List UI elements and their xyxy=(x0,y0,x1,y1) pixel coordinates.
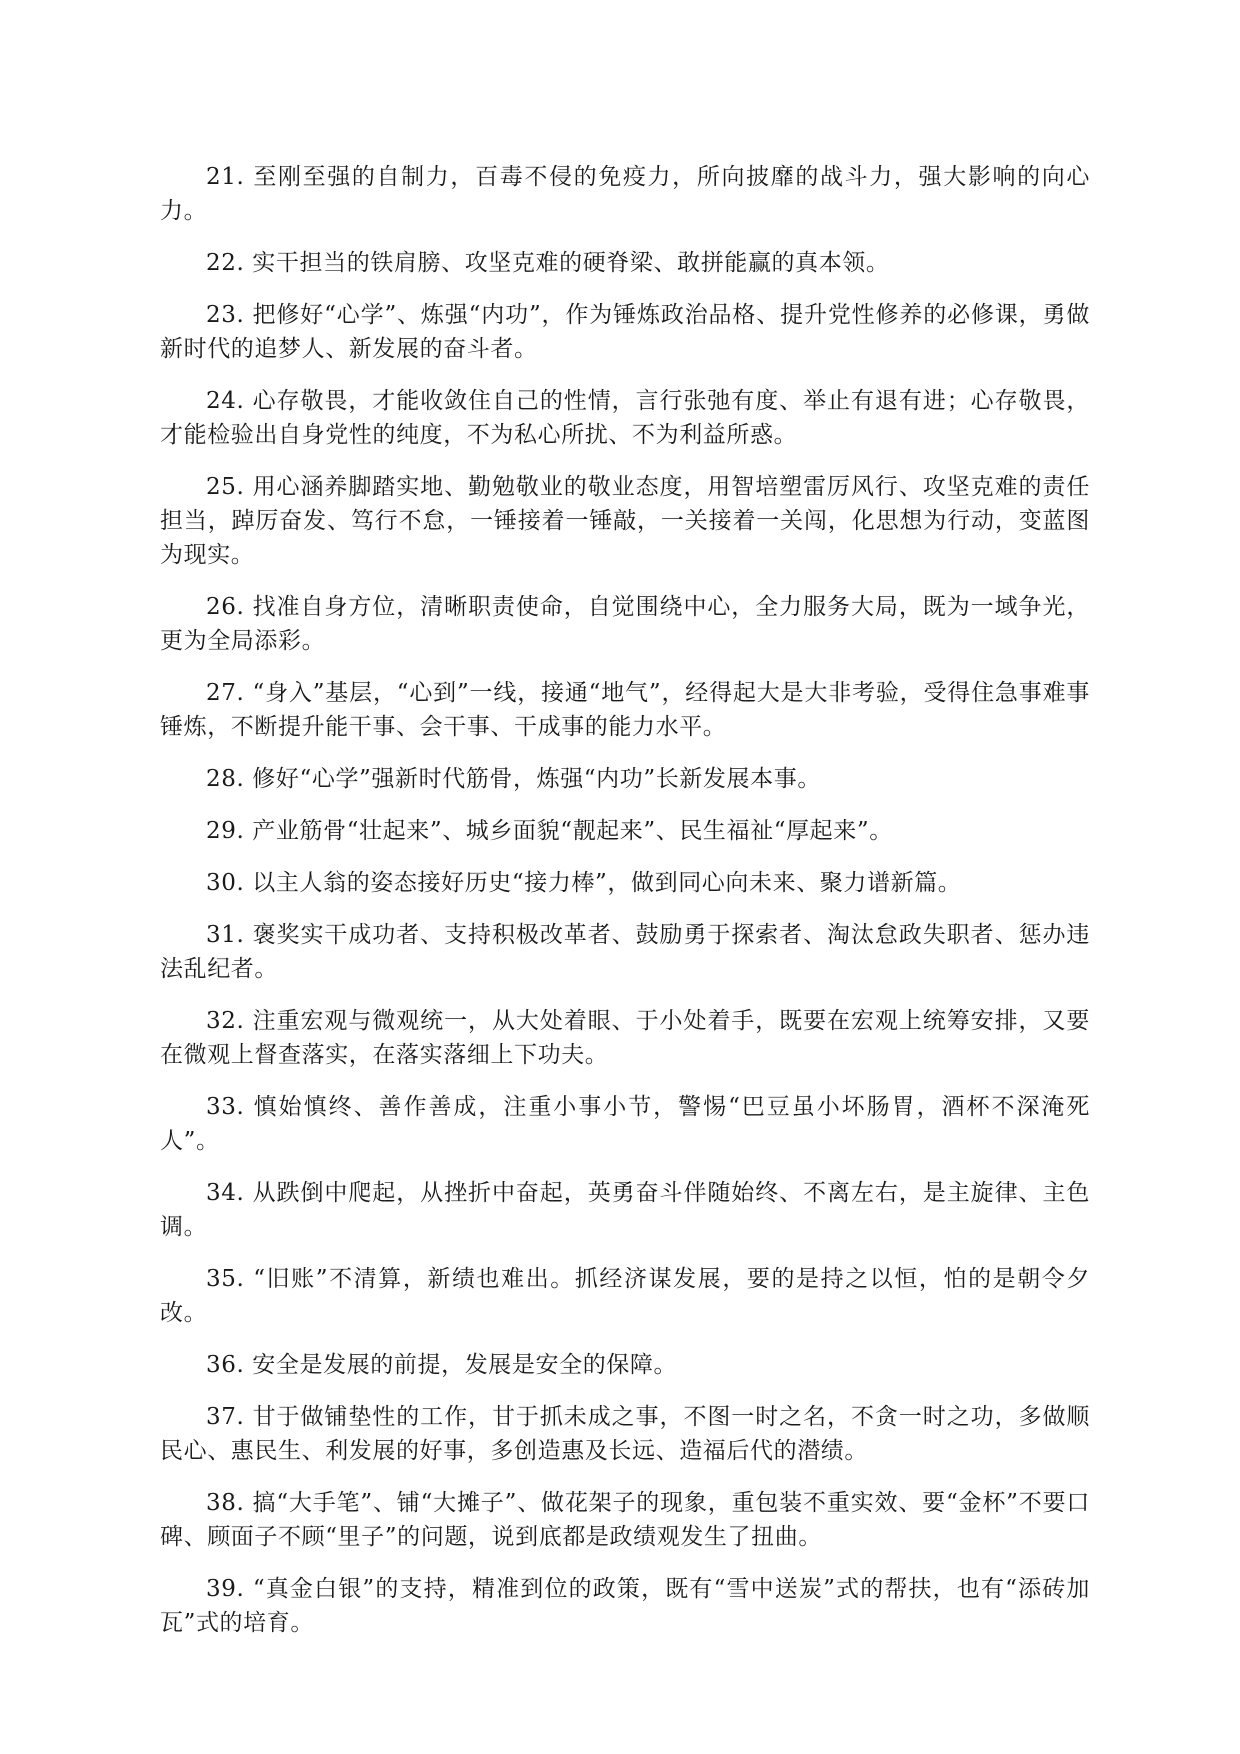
paragraph-30: 30. 以主人翁的姿态接好历史“接力棒”，做到同心向未来、聚力谱新篇。 xyxy=(206,870,962,896)
paragraph-36: 36. 安全是发展的前提，发展是安全的保障。 xyxy=(206,1352,678,1378)
paragraph-27: 27. “身入”基层，“心到”一线，接通“地气”，经得起大是大非考验，受得住急事难事锤炼，不断提升能干事、会干事、干成事的能力水平。 xyxy=(160,680,1090,740)
paragraph-26: 26. 找准自身方位，清晰职责使命，自觉围绕中心，全力服务大局，既为一域争光，更为全局添彩。 xyxy=(160,594,1090,654)
paragraph-33: 33. 慎始慎终、善作善成，注重小事小节，警惕“巴豆虽小坏肠胃，酒杯不深淹死人”。 xyxy=(160,1094,1090,1154)
paragraph-29: 29. 产业筋骨“壮起来”、城乡面貌“靓起来”、民生福祉“厚起来”。 xyxy=(206,818,893,844)
paragraph-32: 32. 注重宏观与微观统一，从大处着眼、于小处着手，既要在宏观上统筹安排，又要在微观上督查落实，在落实落细上下功夫。 xyxy=(160,1008,1090,1068)
paragraph-35: 35. “旧账”不清算，新绩也难出。抓经济谋发展，要的是持之以恒，怕的是朝令夕改。 xyxy=(160,1266,1090,1326)
paragraph-28: 28. 修好“心学”强新时代筋骨，炼强“内功”长新发展本事。 xyxy=(206,766,821,792)
paragraph-24: 24. 心存敬畏，才能收敛住自己的性情，言行张弛有度、举止有退有进；心存敬畏，才能检验出自身党性的纯度，不为私心所扰、不为利益所惑。 xyxy=(160,388,1090,448)
paragraph-22: 22. 实干担当的铁肩膀、攻坚克难的硬脊梁、敢拼能赢的真本领。 xyxy=(206,250,890,276)
paragraph-31: 31. 褒奖实干成功者、支持积极改革者、鼓励勇于探索者、淘汰怠政失职者、惩办违法乱纪者。 xyxy=(160,922,1090,982)
paragraph-38: 38. 搞“大手笔”、铺“大摊子”、做花架子的现象，重包装不重实效、要“金杯”不要口碑、顾面子不顾“里子”的问题，说到底都是政绩观发生了扭曲。 xyxy=(160,1490,1090,1550)
paragraph-37: 37. 甘于做铺垫性的工作，甘于抓未成之事，不图一时之名，不贪一时之功，多做顺民心、惠民生、利发展的好事，多创造惠及长远、造福后代的潜绩。 xyxy=(160,1404,1090,1464)
paragraph-34: 34. 从跌倒中爬起，从挫折中奋起，英勇奋斗伴随始终、不离左右，是主旋律、主色调。 xyxy=(160,1180,1090,1240)
paragraph-23: 23. 把修好“心学”、炼强“内功”，作为锤炼政治品格、提升党性修养的必修课，勇做新时代的追梦人、新发展的奋斗者。 xyxy=(160,302,1090,362)
paragraph-list xyxy=(160,160,1090,1640)
paragraph-21: 21. 至刚至强的自制力，百毒不侵的免疫力，所向披靡的战斗力，强大影响的向心力。 xyxy=(160,164,1090,224)
paragraph-25: 25. 用心涵养脚踏实地、勤勉敬业的敬业态度，用智培塑雷厉风行、攻坚克难的责任担当，踔厉奋发、笃行不怠，一锤接着一锤敲，一关接着一关闯，化思想为行动，变蓝图为现实。 xyxy=(160,474,1090,568)
paragraph-39: 39. “真金白银”的支持，精准到位的政策，既有“雪中送炭”式的帮扶，也有“添砖加瓦”式的培育。 xyxy=(160,1576,1090,1636)
